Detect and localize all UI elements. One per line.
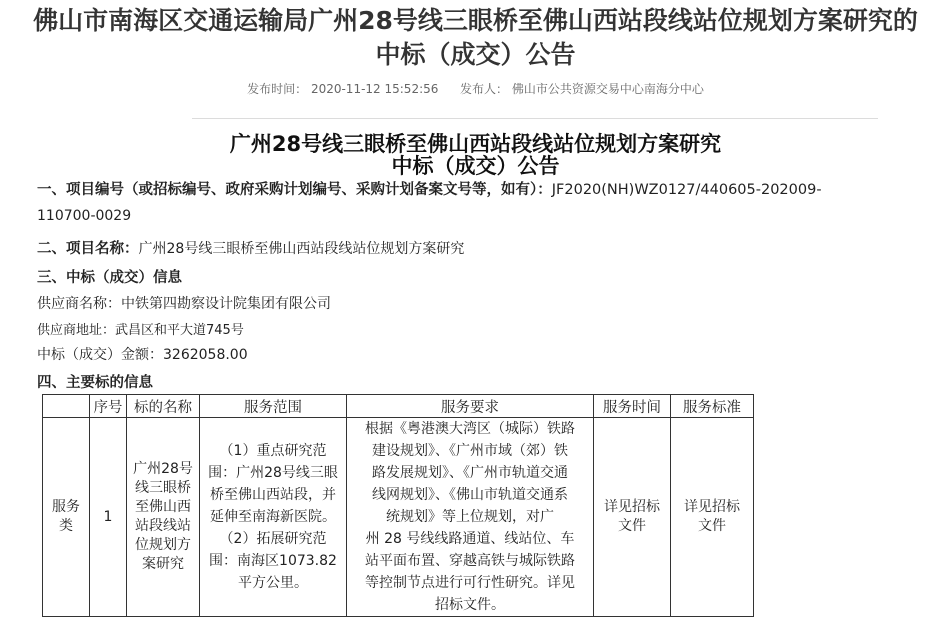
requirement-line: 统规划》等上位规划，对广 — [386, 509, 554, 525]
subject-info-table — [42, 394, 754, 617]
scope-line: 围：广州28号线三眼 — [208, 465, 338, 481]
requirement-line: 招标文件。 — [435, 597, 505, 613]
doc-heading-line-1: 广州28号线三眼桥至佛山西站段线站位规划方案研究 — [229, 132, 722, 156]
page-title-line-1: 佛山市南海区交通运输局广州28号线三眼桥至佛山西站段线站位规划方案研究的 — [33, 6, 918, 35]
header-divider — [192, 118, 878, 119]
table-header-blank — [43, 395, 90, 418]
requirement-line: 站平面布置、穿越高铁与城际铁路 — [365, 553, 575, 569]
publisher-value: 佛山市公共资源交易中心南海分中心 — [511, 82, 704, 96]
service-time-line-2: 文件 — [618, 518, 646, 534]
scope-line: 延伸至南海新医院。 — [210, 509, 336, 525]
table-header-index: 序号 — [90, 395, 127, 418]
category-line-1: 服务 — [52, 499, 80, 515]
section-1-label: 一、项目编号（或招标编号、政府采购计划编号、采购计划备案文号等，如有）： — [37, 182, 552, 198]
section-project-number — [37, 178, 822, 199]
requirement-line: 等控制节点进行可行性研究。详见 — [365, 575, 575, 591]
page-title — [6, 4, 945, 72]
table-header-standard: 服务标准 — [671, 395, 754, 418]
service-standard-line-2: 文件 — [698, 518, 726, 534]
index-cell: 1 — [90, 418, 127, 617]
section-2-label: 二、项目名称： — [37, 241, 139, 257]
service-standard-cell — [671, 418, 754, 617]
category-cell — [43, 418, 90, 617]
table-header-requirements: 服务要求 — [347, 395, 594, 418]
award-amount — [37, 344, 248, 364]
supplier-name-value: 中铁第四勘察设计院集团有限公司 — [121, 296, 331, 312]
service-scope-cell — [200, 418, 347, 617]
category-line-2: 类 — [59, 518, 73, 534]
table-row — [43, 418, 754, 617]
scope-line: 平方公里。 — [238, 575, 308, 591]
page-title-line-2: 中标（成交）公告 — [375, 40, 576, 69]
project-name-value: 广州28号线三眼桥至佛山西站段线站位规划方案研究 — [138, 241, 465, 257]
scope-line: 围：南海区1073.82 — [209, 553, 337, 569]
subject-name-line: 案研究 — [142, 556, 184, 572]
requirement-line: 路发展规划》、《广州市轨道交通 — [372, 465, 568, 481]
section-3-label: 三、中标（成交）信息 — [37, 270, 182, 286]
supplier-address-value: 武昌区和平大道745号 — [115, 323, 244, 338]
supplier-address — [37, 319, 244, 338]
requirement-line: 线网规划》、《佛山市轨道交通系 — [372, 487, 568, 503]
award-amount-value: 3262058.00 — [163, 347, 248, 363]
table-header-time: 服务时间 — [594, 395, 671, 418]
requirement-line: 建设规划》、《广州市域（郊）铁 — [372, 443, 568, 459]
service-standard-line-1: 详见招标 — [684, 499, 740, 515]
doc-heading-line-2: 中标（成交）公告 — [391, 154, 560, 178]
project-number-value-b: 110700-0029 — [37, 208, 132, 224]
service-time-line-1: 详见招标 — [604, 499, 660, 515]
subject-name-line: 至佛山西 — [135, 499, 191, 515]
scope-line: （2）拓展研究范 — [219, 531, 327, 547]
publisher-label: 发布人： — [460, 82, 509, 96]
service-time-cell — [594, 418, 671, 617]
subject-name-line: 位规划方 — [135, 537, 191, 553]
requirement-line: 根据《粤港澳大湾区（城际）铁路 — [365, 421, 575, 437]
subject-name-line: 站段线站 — [135, 518, 191, 534]
subject-name-line: 线三眼桥 — [135, 480, 191, 496]
service-requirements-cell — [347, 418, 594, 617]
table-header-name: 标的名称 — [127, 395, 200, 418]
subject-name-line: 广州28号 — [133, 461, 193, 477]
project-number-value-a: JF2020(NH)WZ0127/440605-202009- — [551, 182, 822, 198]
publish-meta — [0, 80, 951, 97]
requirement-line: 州 28 号线线路通道、线站位、车 — [365, 531, 575, 547]
supplier-name-label: 供应商名称： — [37, 296, 121, 312]
published-value: 2020-11-12 15:52:56 — [310, 82, 439, 96]
subject-name-cell — [127, 418, 200, 617]
published-label: 发布时间： — [247, 82, 308, 96]
award-amount-label: 中标（成交）金额： — [37, 347, 163, 363]
supplier-name — [37, 293, 331, 313]
table-header-row — [43, 395, 754, 418]
scope-line: （1）重点研究范 — [219, 443, 327, 459]
table-header-scope: 服务范围 — [200, 395, 347, 418]
section-4-label: 四、主要标的信息 — [37, 375, 153, 391]
section-project-name — [37, 237, 464, 258]
supplier-address-label: 供应商地址： — [37, 323, 116, 338]
scope-line: 桥至佛山西站段，并 — [210, 487, 336, 503]
